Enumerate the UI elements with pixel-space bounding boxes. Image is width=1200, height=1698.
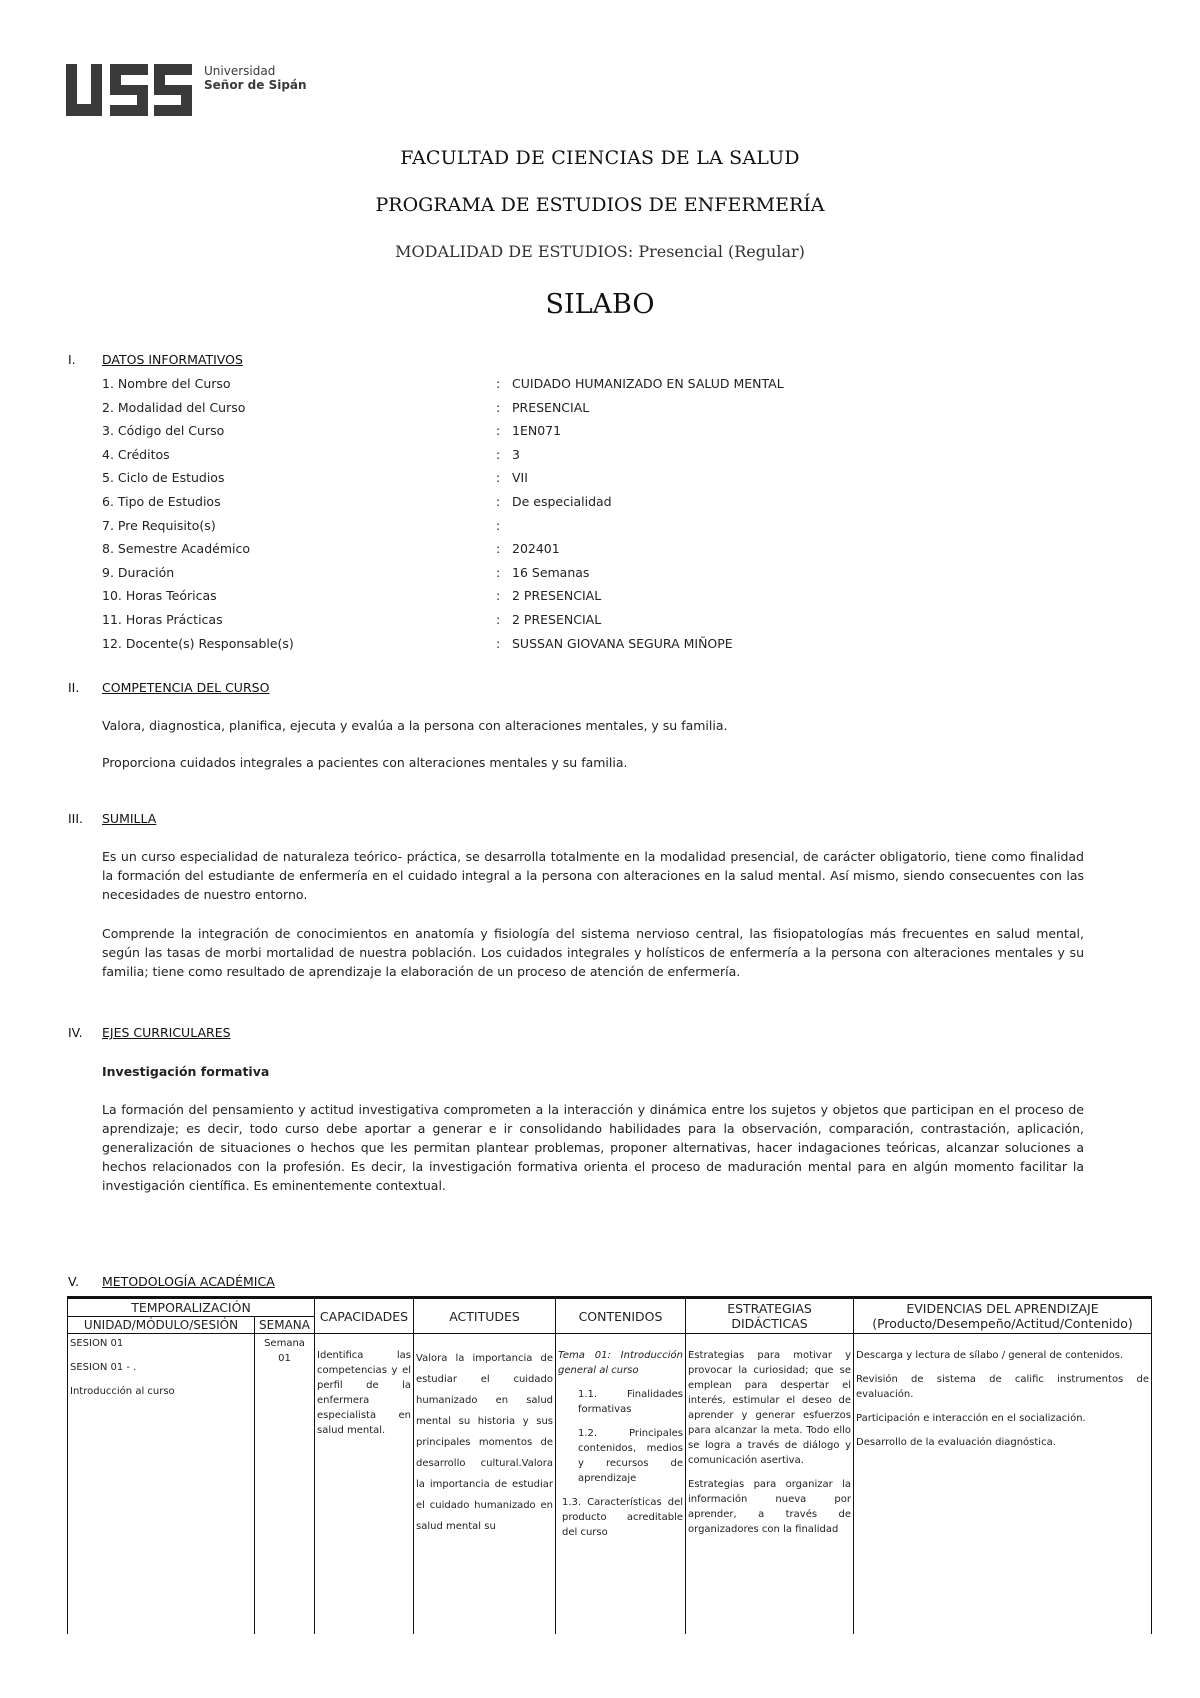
info-label: 5. Ciclo de Estudios	[102, 470, 225, 486]
info-value: 3	[512, 446, 520, 462]
cell-estrategias	[686, 1334, 854, 1634]
info-row: 9. Duración : 16 Semanas	[102, 564, 590, 580]
logo-line-university: Universidad	[204, 64, 276, 78]
section-title: DATOS INFORMATIVOS	[102, 352, 243, 367]
contenidos-tema: Tema 01: Introducción general al curso	[558, 1350, 684, 1376]
sumilla-paragraph: Comprende la integración de conocimientos en anatomía y fisiología del sistema nervioso central, las fisiopatologías más frecuentes en salud mental, según las tasas de morbi mortalidad de nuestra población. Los cuidados integrales y holísticos de enfermería a la persona con alteraciones mentales y su familia; tiene como resultado de aprendizaje la elaboración de un proceso de atención de enfermería.	[102, 926, 1084, 979]
header-unidad: UNIDAD/MÓDULO/SESIÓN	[68, 1317, 255, 1334]
session-label: SESION 01	[70, 1338, 124, 1349]
evidencia-item: Descarga y lectura de sílabo / general de contenidos.	[856, 1350, 1124, 1361]
info-row: 1. Nombre del Curso : CUIDADO HUMANIZADO EN SALUD MENTAL	[102, 376, 784, 391]
cell-evidencias	[854, 1334, 1152, 1634]
program-title: PROGRAMA DE ESTUDIOS DE ENFERMERÍA	[375, 194, 825, 216]
section-heading-datos	[68, 352, 243, 367]
info-value: De especialidad	[512, 493, 612, 509]
info-value: SUSSAN GIOVANA SEGURA MIÑOPE	[512, 635, 733, 651]
modality-line: MODALIDAD DE ESTUDIOS: Presencial (Regular)	[395, 242, 805, 261]
section-heading-metodologia	[68, 1274, 275, 1289]
header-evidencias-title: EVIDENCIAS DEL APRENDIZAJE	[906, 1301, 1099, 1316]
section-title: EJES CURRICULARES	[102, 1025, 231, 1040]
header-estrategias: ESTRATEGIAS DIDÁCTICAS	[686, 1298, 854, 1334]
header-temporalizacion: TEMPORALIZACIÓN	[68, 1298, 315, 1317]
section-number: I.	[68, 352, 76, 367]
estrategias-text: Estrategias para motivar y provocar la curiosidad; que se emplean para despertar el interés, estimular el deseo de aprender y generar esfuerzos para alcanzar la meta. Todo ello se logra a través de diálogo y comunicación asertiva.	[688, 1350, 852, 1466]
actitudes-text: Valora la importancia de estudiar el cuidado humanizado en salud mental su historia y sus principales momentos de desarrollo cultural.Valora la importancia de estudiar el cuidado humanizado en salud mental su	[416, 1353, 554, 1532]
info-label: 9. Duración	[102, 564, 175, 580]
cell-capacidades	[315, 1334, 414, 1634]
session-topic: Introducción al curso	[70, 1386, 175, 1397]
info-row: 2. Modalidad del Curso : PRESENCIAL	[102, 399, 590, 415]
info-row: 6. Tipo de Estudios : De especialidad	[102, 493, 612, 509]
university-logo	[66, 64, 326, 122]
info-row: 11. Horas Prácticas : 2 PRESENCIAL	[102, 611, 602, 627]
header-actitudes: ACTITUDES	[414, 1298, 556, 1334]
info-value: PRESENCIAL	[512, 399, 590, 415]
info-label: 4. Créditos	[102, 446, 170, 462]
contenidos-item: 1.3. Características del producto acreditable del curso	[562, 1497, 684, 1538]
info-label: 12. Docente(s) Responsable(s)	[102, 635, 294, 651]
info-label: 3. Código del Curso	[102, 423, 225, 439]
ejes-paragraph: La formación del pensamiento y actitud investigativa comprometen a la interacción y dinámica entre los sujetos y objetos que participan en el proceso de aprendizaje; es decir, todo curso debe aportar a generar e ir consolidando habilidades para la observación, comparación, contrastación, aplicación, generalización de situaciones o hechos que les permitan plantear problemas, proponer alternativas, hacer indagaciones teóricas, alcanzar soluciones a hechos relacionados con la profesión. Es decir, la investigación formativa orienta el proceso de maduración mental para en algún momento facilitar la investigación científica. Es eminentemente contextual.	[102, 1102, 1084, 1193]
info-label: 8. Semestre Académico	[102, 541, 250, 557]
section-number: V.	[68, 1274, 79, 1289]
cell-semana: Semana 01	[255, 1334, 315, 1634]
info-row: 4. Créditos : 3	[102, 446, 520, 462]
section-heading-sumilla	[68, 811, 156, 826]
evidencia-item: Revisión de sistema de calific instrumentos de evaluación.	[856, 1374, 1150, 1400]
evidencia-item: Desarrollo de la evaluación diagnóstica.	[856, 1437, 1056, 1448]
info-label: 7. Pre Requisito(s)	[102, 517, 216, 533]
section-title: SUMILLA	[102, 811, 157, 826]
section-title: METODOLOGÍA ACADÉMICA	[102, 1274, 275, 1289]
ejes-subtitle: Investigación formativa	[102, 1064, 270, 1079]
section-title: COMPETENCIA DEL CURSO	[102, 680, 270, 695]
info-value: 16 Semanas	[512, 564, 590, 580]
info-value: 2 PRESENCIAL	[512, 611, 602, 627]
contenidos-item: 1.1. Finalidades formativas	[578, 1389, 684, 1415]
section-heading-competencia	[68, 680, 269, 695]
info-row: 8. Semestre Académico : 202401	[102, 541, 560, 557]
info-value: 2 PRESENCIAL	[512, 588, 602, 604]
info-value: 1EN071	[512, 423, 562, 439]
info-row: 5. Ciclo de Estudios : VII	[102, 470, 528, 486]
document-title: SILABO	[545, 289, 655, 320]
evidencia-item: Participación e interacción en el socialización.	[856, 1413, 1086, 1424]
info-row: 12. Docente(s) Responsable(s) : SUSSAN GIOVANA SEGURA MIÑOPE	[102, 635, 733, 651]
section-number: IV.	[68, 1025, 83, 1040]
faculty-title: FACULTAD DE CIENCIAS DE LA SALUD	[400, 147, 800, 169]
info-value: 202401	[512, 541, 560, 557]
capacidades-text: Identifica las competencias y el perfil de la enfermera especialista en salud mental.	[317, 1350, 412, 1436]
section-number: III.	[68, 811, 84, 826]
cell-unidad	[68, 1334, 255, 1634]
logo-line-name: Señor de Sipán	[204, 78, 307, 92]
contenidos-item: 1.2. Principales contenidos, medios y recursos de aprendizaje	[578, 1428, 684, 1484]
info-row: 3. Código del Curso : 1EN071	[102, 423, 562, 439]
competencia-paragraph: Valora, diagnostica, planifica, ejecuta y evalúa a la persona con alteraciones mentales, y su familia.	[102, 718, 728, 733]
competencia-paragraph: Proporciona cuidados integrales a pacientes con alteraciones mentales y su familia.	[102, 755, 628, 770]
info-value: CUIDADO HUMANIZADO EN SALUD MENTAL	[512, 376, 784, 391]
header-capacidades: CAPACIDADES	[315, 1298, 414, 1334]
cell-actitudes	[414, 1334, 556, 1634]
section-heading-ejes	[68, 1025, 231, 1040]
header-evidencias-sub: (Producto/Desempeño/Actitud/Contenido)	[872, 1316, 1133, 1331]
table-row	[68, 1334, 1152, 1634]
info-label: 1. Nombre del Curso	[102, 376, 231, 391]
info-label: 10. Horas Teóricas	[102, 588, 217, 604]
uss-logo-mark-icon	[66, 64, 192, 120]
info-list	[102, 376, 922, 659]
header-evidencias	[854, 1298, 1152, 1334]
info-label: 6. Tipo de Estudios	[102, 493, 221, 509]
header-contenidos: CONTENIDOS	[556, 1298, 686, 1334]
logo-text	[204, 64, 307, 92]
info-label: 2. Modalidad del Curso	[102, 399, 246, 415]
sumilla-paragraph: Es un curso especialidad de naturaleza teórico- práctica, se desarrolla totalmente en la modalidad presencial, de carácter obligatorio, tiene como finalidad la formación del estudiante de enfermería en el cuidado integral a la persona con alteraciones en la salud mental. Así mismo, siendo consecuentes con las necesidades de nuestro entorno.	[102, 849, 1084, 902]
info-row: 10. Horas Teóricas : 2 PRESENCIAL	[102, 588, 602, 604]
section-number: II.	[68, 680, 80, 695]
estrategias-text: Estrategias para organizar la información nueva por aprender, a través de organizadores con la finalidad	[688, 1479, 852, 1535]
cell-contenidos	[556, 1334, 686, 1634]
info-row: 7. Pre Requisito(s) :	[102, 517, 501, 533]
info-label: 11. Horas Prácticas	[102, 611, 223, 627]
session-label: SESION 01 - .	[70, 1362, 137, 1373]
methodology-table	[67, 1296, 1152, 1634]
header-semana: SEMANA	[255, 1317, 315, 1334]
info-value: VII	[512, 470, 528, 486]
